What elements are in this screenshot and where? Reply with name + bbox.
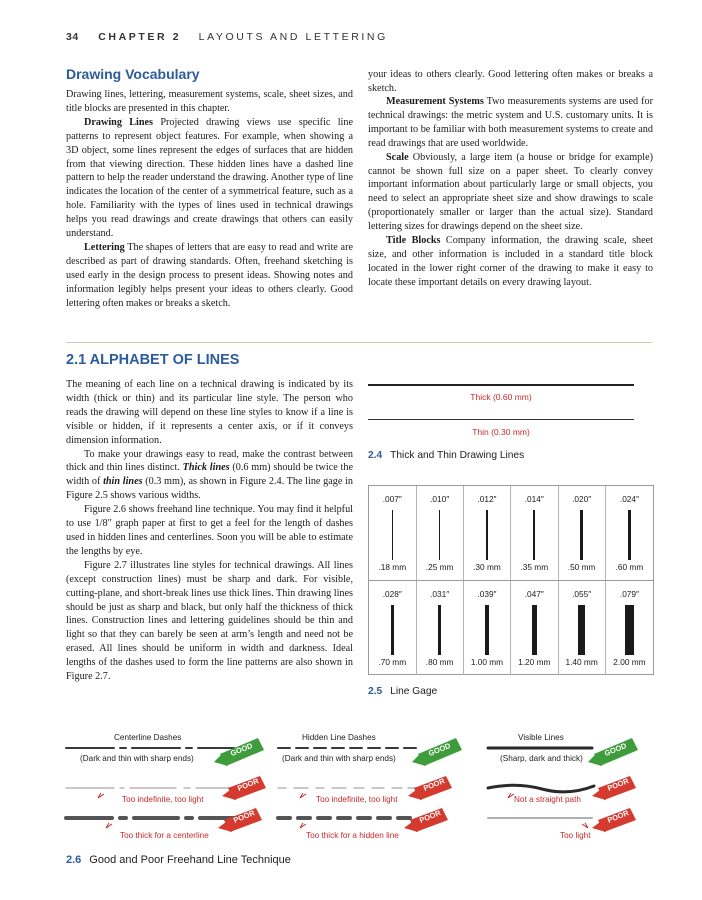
panel-title-visible: Visible Lines — [518, 733, 564, 742]
gage-inch-label: .010″ — [430, 494, 450, 504]
gage-cell — [416, 581, 464, 675]
good-tag: GOOD — [427, 741, 452, 758]
vocab-left-column — [66, 88, 353, 311]
gage-inch-label: .020″ — [572, 494, 592, 504]
gage-cell — [511, 486, 559, 580]
alphabet-column — [66, 378, 353, 684]
gage-inch-label: .055″ — [572, 589, 592, 599]
figure-2-5-caption: 2.5 Line Gage — [368, 686, 438, 697]
gage-inch-label: .039″ — [477, 589, 497, 599]
gage-mm-label: 2.00 mm — [613, 657, 646, 667]
gage-line-sample — [532, 605, 538, 655]
thin-line-label: Thin (0.30 mm) — [472, 427, 530, 437]
poor-tag: POOR — [236, 776, 260, 793]
panel-title-hidden: Hidden Line Dashes — [302, 733, 376, 742]
gage-line-sample — [439, 510, 440, 560]
gage-line-sample — [628, 510, 631, 560]
gage-mm-label: .60 mm — [615, 562, 644, 572]
gage-line-sample — [392, 510, 393, 560]
gage-line-sample — [391, 605, 394, 655]
vocab-lettering: Lettering The shapes of letters that are easy to read and write are described as part of drawing standards. Often, freehand sketching is used early in the design process to present ideas. Showing notes and information legibly helps present your ideas to others clearly. Good lettering often makes or breaks a sketch. — [66, 241, 353, 309]
section-heading-alphabet: 2.1 ALPHABET OF LINES — [66, 352, 240, 368]
gage-inch-label: .014″ — [524, 494, 544, 504]
visible-poor-2: Too light — [560, 831, 591, 840]
poor-tag: POOR — [418, 808, 442, 825]
hidden-poor-2: Too thick for a hidden line — [306, 831, 399, 840]
gage-cell — [369, 486, 417, 580]
gage-inch-label: .028″ — [382, 589, 402, 599]
running-header — [66, 31, 388, 43]
gage-mm-label: .35 mm — [520, 562, 549, 572]
section-heading-vocabulary: Drawing Vocabulary — [66, 66, 200, 82]
good-tag: GOOD — [229, 741, 254, 758]
centerline-good-note: (Dark and thin with sharp ends) — [80, 754, 194, 763]
section-divider — [66, 342, 652, 343]
good-poor-arrows — [0, 730, 702, 840]
gage-inch-label: .047″ — [524, 589, 544, 599]
thick-line-label: Thick (0.60 mm) — [470, 392, 532, 402]
figure-2-4-caption: 2.4 Thick and Thin Drawing Lines — [368, 450, 525, 461]
gage-mm-label: .70 mm — [378, 657, 407, 667]
thick-line-sample — [368, 384, 634, 386]
gage-cell — [606, 486, 654, 580]
gage-line-sample — [486, 510, 487, 560]
hidden-poor-1: Too indefinite, too light — [316, 795, 398, 804]
gage-line-sample — [485, 605, 490, 655]
gage-cell — [558, 581, 606, 675]
vocab-intro: Drawing lines, lettering, measurement systems, scale, sheet sizes, and title blocks are presented in this chapter. — [66, 89, 353, 114]
vocab-right-column — [368, 68, 653, 290]
gage-cell — [606, 581, 654, 675]
alphabet-para-3: Figure 2.6 shows freehand line technique. You may find it helpful to use 1/8″ graph paper at first to get a feel for the length of dashes used in hidden lines and centerlines. Soon you will be able to estimate the lengths by eye. — [66, 504, 353, 557]
gage-mm-label: .80 mm — [425, 657, 454, 667]
poor-tag: POOR — [606, 808, 630, 825]
alphabet-para-2: To make your drawings easy to read, make the contrast between thick and thin lines distinct. Thick lines (0.6 mm) should be twice the width of thin lines (0.3 mm), as shown in Figure 2.4. The line gage in Figure 2.5 shows various widths. — [66, 448, 353, 502]
gage-mm-label: .50 mm — [567, 562, 596, 572]
gage-inch-label: .007″ — [382, 494, 402, 504]
gage-mm-label: 1.40 mm — [565, 657, 598, 667]
centerline-poor-1: Too indefinite, too light — [122, 795, 204, 804]
hidden-good-note: (Dark and thin with sharp ends) — [282, 754, 396, 763]
alphabet-para-4: Figure 2.7 illustrates line styles for technical drawings. All lines (except construction lines) must be sharp and dark. For visible, cutting-plane, and short-break lines use thick lines. Thin drawing lines should be just as sharp and black, but only half the thickness of thick lines. Construction lines and lettering guidelines should be thin and light so that they can barely be seen at arm’s length and need not be erased. All lines should be uniform in width and darkness. Ideal lengths of the dashes used to form the line patterns are also shown in Figure 2.7. — [66, 559, 353, 683]
page-number: 34 — [66, 31, 79, 43]
good-arrow-icon — [214, 738, 638, 766]
gage-cell — [558, 486, 606, 580]
gage-mm-label: 1.20 mm — [518, 657, 551, 667]
panel-title-centerline: Centerline Dashes — [114, 733, 182, 742]
vocab-title-blocks: Title Blocks Company information, the drawing scale, sheet size, and other information is included in a standard title block located in the lower right corner of the drawing to make it easy to locate these important details on every drawing layout. — [368, 235, 653, 288]
gage-inch-label: .012″ — [477, 494, 497, 504]
vocab-measurement: Measurement Systems Two measurements systems are used for technical drawings: the metric system and U.S. customary units. It is important to be familiar with both measurement systems to create and read drawings that are used worldwide. — [368, 96, 653, 149]
gage-cell — [464, 581, 512, 675]
figure-2-6-caption: 2.6 Good and Poor Freehand Line Technique — [66, 854, 291, 866]
figure-2-4 — [368, 380, 634, 460]
poor-tag: POOR — [422, 776, 446, 793]
poor-tag: POOR — [606, 776, 630, 793]
poor-tag: POOR — [232, 808, 256, 825]
visible-good-note: (Sharp, dark and thick) — [500, 754, 583, 763]
gage-cell — [369, 581, 417, 675]
gage-line-sample — [625, 605, 634, 655]
visible-poor-1: Not a straight path — [514, 795, 581, 804]
chapter-label: CHAPTER 2 — [98, 31, 182, 43]
vocab-lettering-cont: your ideas to others clearly. Good lettering often makes or breaks a sketch. — [368, 69, 653, 94]
gage-cell — [511, 581, 559, 675]
gage-mm-label: .25 mm — [425, 562, 454, 572]
gage-mm-label: .18 mm — [378, 562, 407, 572]
chapter-title: LAYOUTS AND LETTERING — [198, 31, 388, 43]
alphabet-para-1: The meaning of each line on a technical drawing is indicated by its width (thick or thin) and its particular line style. The person who reads the drawing will depend on these line styles to know if a line is visible or hidden, if it represents a center axis, or if it conveys dimension information. — [66, 379, 353, 446]
gage-mm-label: 1.00 mm — [470, 657, 504, 667]
gage-line-sample — [533, 510, 535, 560]
centerline-poor-2: Too thick for a centerline — [120, 831, 209, 840]
line-gage — [368, 485, 654, 675]
gage-mm-label: .30 mm — [473, 562, 501, 572]
gage-line-sample — [438, 605, 442, 655]
gage-inch-label: .031″ — [430, 589, 450, 599]
gage-inch-label: .024″ — [619, 494, 639, 504]
gage-line-sample — [580, 510, 582, 560]
gage-cell — [464, 486, 512, 580]
gage-cell — [416, 486, 464, 580]
gage-inch-label: .079″ — [619, 589, 639, 599]
vocab-scale: Scale Obviously, a large item (a house or bridge for example) cannot be shown full size on a paper sheet. To clearly convey important information about particularly large or small objects, you need to select an appropriate sheet size and show drawings to scale (proportionately smaller or larger than the actual size). Standard lettering sizes for drawings depend on the sheet size. — [368, 151, 653, 233]
vocab-drawing-lines: Drawing Lines Projected drawing views use specific line patterns to represent object features. For example, when showing a 3D object, some lines represent the edges of surfaces that are hidden from that viewing direction. These hidden lines have a dashed line pattern to help the reader understand the drawing. Another type of line indicates the location of the center of a symmetrical feature, such as a hole. Familiarity with the types of lines used in technical drawings helps you read drawings and create drawings that others can easily understand. — [66, 116, 354, 240]
good-tag: GOOD — [603, 741, 628, 758]
gage-line-sample — [578, 605, 584, 655]
thin-line-sample — [368, 419, 634, 420]
